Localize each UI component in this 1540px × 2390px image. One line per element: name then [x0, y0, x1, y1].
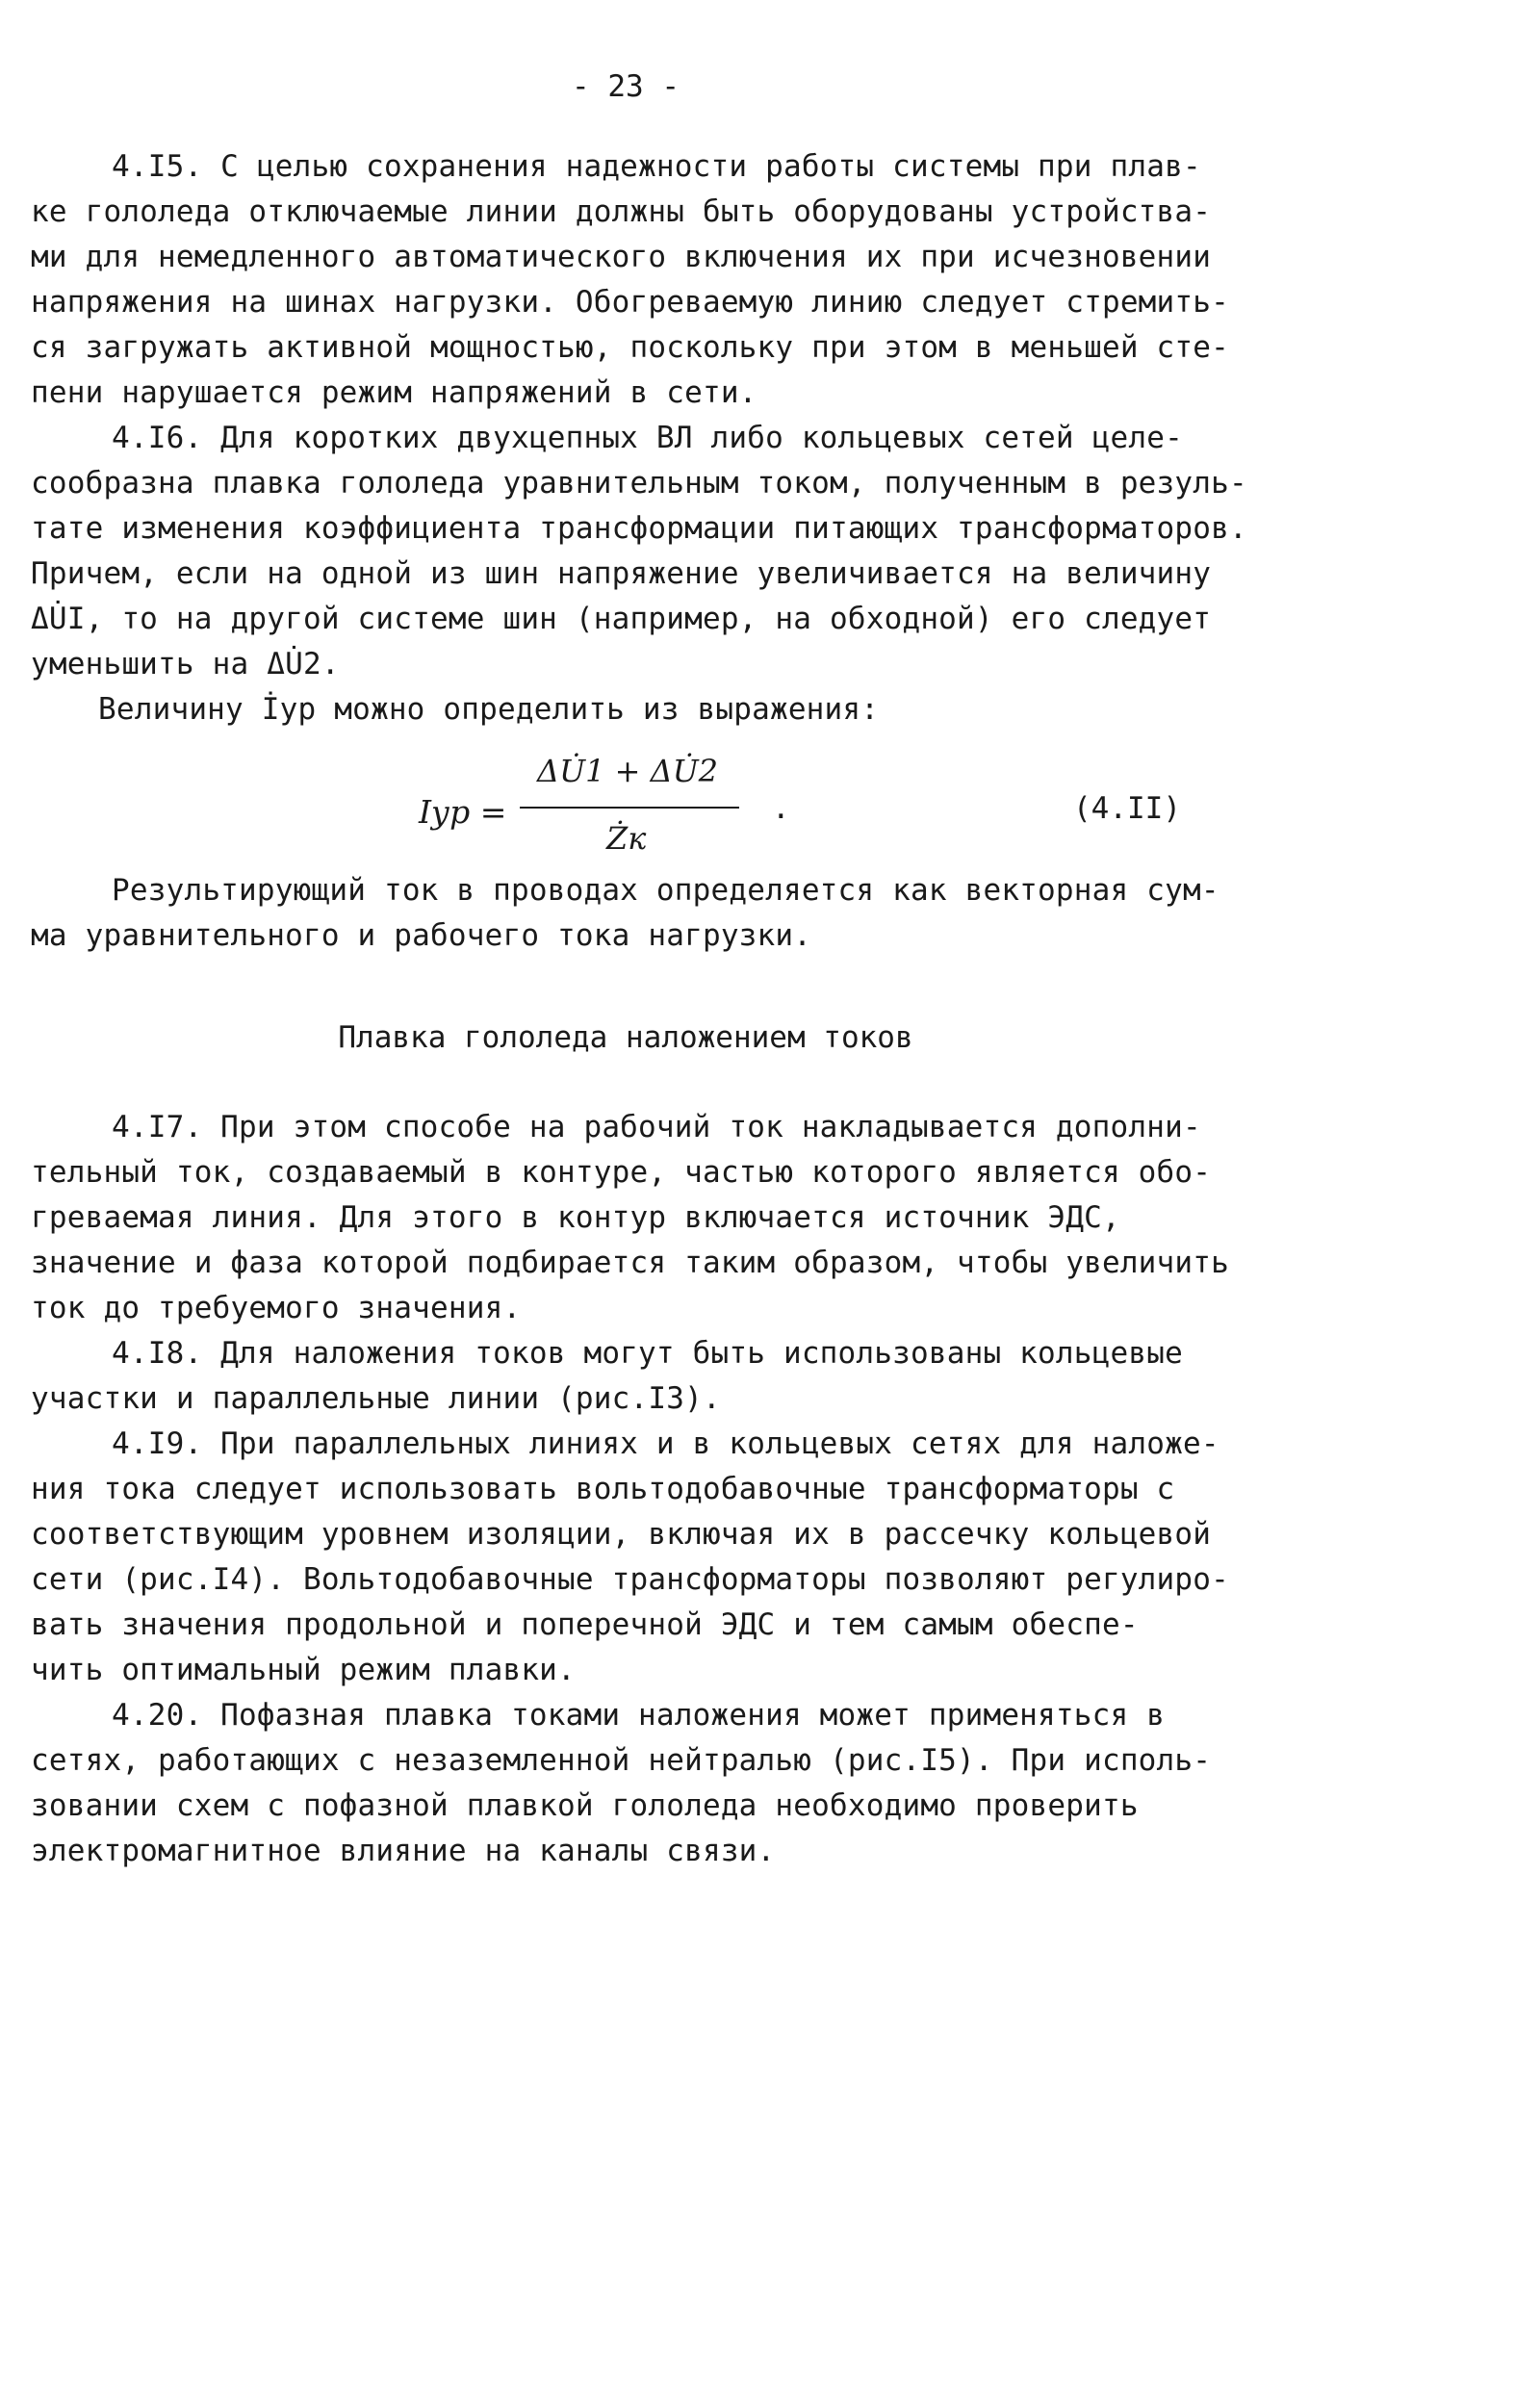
formula-terminator: . [772, 791, 790, 826]
paragraph-4-16: 4.I6. Для коротких двухцепных ВЛ либо кольцевых сетей целе- сообразна плавка гололеда уравнительным током, полученным в резуль- тате изменения коэффициента трансформации питающих трансформаторов. Причем, если на одной из шин напряжение увеличивается на величину ΔU̇I, то на другой системе шин (например, на обходной) его следует уменьшить на ΔU̇2. [31, 421, 1247, 681]
formula-4-11 [0, 753, 1540, 878]
fraction-bar [520, 807, 739, 809]
paragraph-formula-intro: Величину İур можно определить из выражения: [98, 692, 880, 727]
paragraph-4-20: 4.20. Пофазная плавка токами наложения может применяться в сетях, работающих с незаземленной нейтралью (рис.I5). При исполь- зовании схем с пофазной плавкой гололеда необходимо проверить электромагнитное влияние на каналы связи. [31, 1698, 1212, 1868]
text-block-middle [31, 868, 1253, 959]
section-heading: Плавка гололеда наложением токов [338, 1020, 913, 1055]
page-number: - 23 - [572, 69, 680, 104]
paragraph-4-17: 4.I7. При этом способе на рабочий ток накладывается дополни- тельный ток, создаваемый в контуре, частью которого является обо- греваемая линия. Для этого в контур включается источник ЭДС, значение и фаза которой подбирается таким образом, чтобы увеличить ток до требуемого значения. [31, 1110, 1229, 1325]
paragraph-4-18: 4.I8. Для наложения токов могут быть использованы кольцевые участки и параллельные линии (рис.I3). [31, 1336, 1183, 1416]
formula-denominator: Żк [606, 820, 647, 857]
paragraph-4-15: 4.I5. С целью сохранения надежности работы системы при плав- ке гололеда отключаемые линии должны быть оборудованы устройства- ми для немедленного автоматического включения их при исчезновении напряжения на шинах нагрузки. Обогреваемую линию следует стремить- ся загружать активной мощностью, поскольку при этом в меньшей сте- пени нарушается режим напряжений в сети. [31, 149, 1229, 410]
equation-number: (4.II) [1073, 791, 1181, 826]
text-block-bottom [31, 1105, 1253, 1874]
paragraph-result-current: Результирующий ток в проводах определяется как векторная сум- ма уравнительного и рабочего тока нагрузки. [31, 873, 1219, 953]
text-block-top [31, 144, 1253, 732]
paragraph-4-19: 4.I9. При параллельных линиях и в кольцевых сетях для наложе- ния тока следует использовать вольтодобавочные трансформаторы с соответствующим уровнем изоляции, включая их в рассечку кольцевой сети (рис.I4). Вольтодобавочные трансформаторы позволяют регулиро- вать значения продольной и поперечной ЭДС и тем самым обеспе- чить оптимальный режим плавки. [31, 1426, 1229, 1687]
formula-lhs: Iур = [419, 793, 507, 831]
formula-numerator: ΔU̇1 + ΔU̇2 [537, 753, 719, 789]
